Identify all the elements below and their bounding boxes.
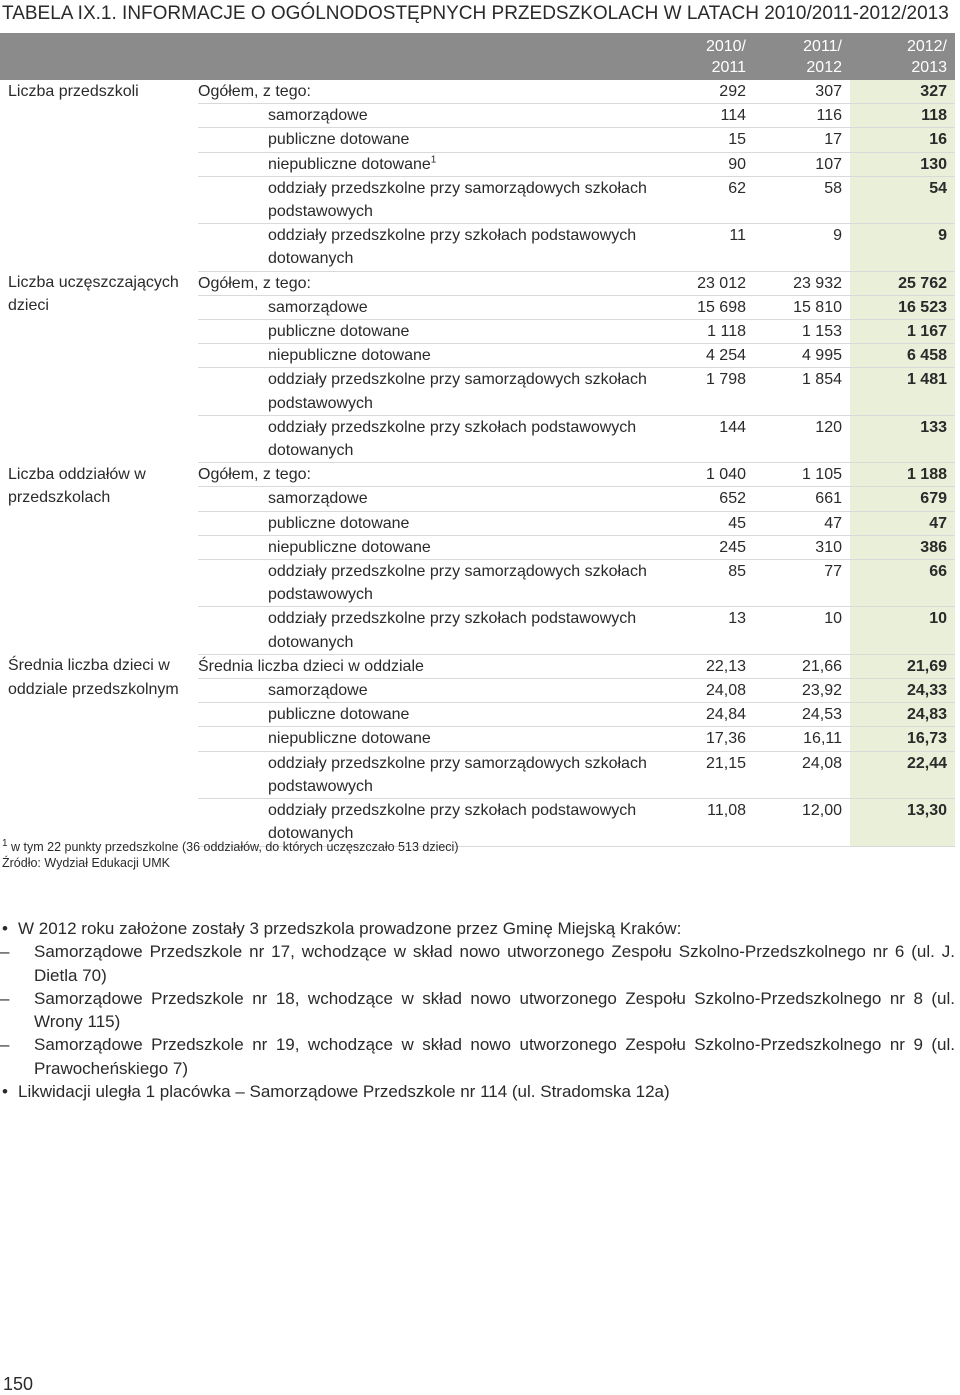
bullet-icon: • [2, 919, 8, 938]
row-label [198, 654, 650, 678]
header-year-text: 2012/ 2013 [906, 38, 947, 76]
value-cell: 58 [754, 176, 850, 223]
value-cell-current: 66 [850, 560, 955, 607]
header-blank-group [0, 33, 198, 80]
row-label-text: niepubliczne dotowane [268, 347, 431, 365]
row-label [198, 415, 650, 462]
value-cell-current: 9 [850, 224, 955, 271]
row-label [198, 463, 650, 487]
header-year-current [850, 33, 955, 80]
bullet-subitem-text: Samorządowe Przedszkole nr 19, wchodzące w skład nowo utworzonego Zespołu Szkolno-Przedszkolnego nr 9 (ul. Prawocheńskiego 7) [34, 1035, 955, 1078]
value-cell-current: 130 [850, 152, 955, 176]
value-cell: 245 [650, 535, 754, 559]
value-cell: 85 [650, 560, 754, 607]
bullet-subitem [0, 987, 955, 1034]
row-label-text: niepubliczne dotowane [268, 538, 431, 556]
row-label [198, 368, 650, 415]
dash-icon: – [0, 988, 10, 1008]
value-cell: 1 153 [754, 320, 850, 344]
header-year [650, 33, 754, 80]
row-label-text: samorządowe [268, 298, 368, 316]
row-label-text: publiczne dotowane [268, 706, 410, 724]
page-number: 150 [3, 1374, 34, 1394]
row-label [198, 152, 650, 176]
row-label-text: niepubliczne dotowane [268, 155, 431, 173]
footnote-line [2, 839, 459, 855]
row-group-label: Liczba przedszkoli [8, 83, 139, 100]
value-cell: 16,11 [754, 727, 850, 751]
value-cell-current: 118 [850, 104, 955, 128]
row-label [198, 511, 650, 535]
header-row [0, 33, 955, 80]
row-label [198, 128, 650, 152]
value-cell-current: 133 [850, 415, 955, 462]
value-cell-current: 679 [850, 487, 955, 511]
row-label [198, 607, 650, 654]
value-cell: 4 254 [650, 344, 754, 368]
value-cell: 47 [754, 511, 850, 535]
header-year-text: 2011/ 2012 [803, 38, 842, 76]
bullet-subitem [0, 940, 955, 987]
row-label-text: niepubliczne dotowane [268, 730, 431, 748]
value-cell: 12,00 [754, 799, 850, 846]
value-cell-current: 6 458 [850, 344, 955, 368]
value-cell: 310 [754, 535, 850, 559]
row-label [198, 679, 650, 703]
value-cell: 661 [754, 487, 850, 511]
table-row [0, 271, 955, 295]
value-cell: 90 [650, 152, 754, 176]
header-year [754, 33, 850, 80]
bullet-icon: • [2, 1082, 8, 1102]
value-cell: 17 [754, 128, 850, 152]
value-cell: 21,15 [650, 751, 754, 798]
row-label-text: oddziały przedszkolne przy szkołach podstawowych dotowanych [268, 610, 637, 651]
row-label-text: oddziały przedszkolne przy samorządowych szkołach podstawowych [268, 563, 647, 604]
row-label-text: oddziały przedszkolne przy szkołach podstawowych dotowanych [268, 418, 637, 460]
value-cell: 9 [754, 224, 850, 271]
value-cell-current: 54 [850, 176, 955, 223]
value-cell: 24,53 [754, 703, 850, 727]
value-cell-current: 24,83 [850, 703, 955, 727]
row-label-text: publiczne dotowane [268, 323, 410, 341]
value-cell: 62 [650, 176, 754, 223]
value-cell: 107 [754, 152, 850, 176]
value-cell: 45 [650, 511, 754, 535]
dash-icon: – [0, 1035, 10, 1055]
value-cell: 21,66 [754, 654, 850, 678]
row-label [198, 320, 650, 344]
bullet-text: W 2012 roku założone zostały 3 przedszkola prowadzone przez Gminę Miejską Kraków: [18, 919, 682, 938]
value-cell: 24,08 [650, 679, 754, 703]
value-cell-current: 22,44 [850, 751, 955, 798]
row-label [198, 176, 650, 223]
value-cell: 114 [650, 104, 754, 128]
row-label [198, 535, 650, 559]
row-label [198, 224, 650, 271]
row-label [198, 703, 650, 727]
footnote-ref: 1 [430, 154, 437, 166]
value-cell-current: 1 167 [850, 320, 955, 344]
value-cell-current: 1 481 [850, 368, 955, 415]
value-cell: 292 [650, 80, 754, 104]
value-cell: 13 [650, 607, 754, 654]
dash-icon: – [0, 942, 10, 962]
value-cell: 1 854 [754, 368, 850, 415]
value-cell-current: 13,30 [850, 799, 955, 846]
value-cell-current: 25 762 [850, 271, 955, 295]
row-label [198, 487, 650, 511]
table-footnote [2, 839, 459, 871]
table-row [0, 654, 955, 678]
value-cell: 11 [650, 224, 754, 271]
value-cell: 24,84 [650, 703, 754, 727]
source-line: Źródło: Wydział Edukacji UMK [2, 856, 170, 870]
value-cell-current: 47 [850, 511, 955, 535]
value-cell-current: 327 [850, 80, 955, 104]
value-cell-current: 21,69 [850, 654, 955, 678]
row-label-text: Średnia liczba dzieci w oddziale [198, 657, 424, 675]
row-label-text: oddziały przedszkolne przy szkołach podstawowych dotowanych [268, 802, 637, 843]
value-cell-current: 24,33 [850, 679, 955, 703]
value-cell: 15 [650, 128, 754, 152]
value-cell: 77 [754, 560, 850, 607]
row-label-text: Ogółem, z tego: [198, 466, 311, 484]
table-title: TABELA IX.1. INFORMACJE O OGÓLNODOSTĘPNYCH PRZEDSZKOLACH W LATACH 2010/2011-2012/2013 [2, 3, 949, 24]
value-cell-current: 10 [850, 607, 955, 654]
value-cell: 22,13 [650, 654, 754, 678]
value-cell-current: 386 [850, 535, 955, 559]
value-cell: 120 [754, 415, 850, 462]
value-cell-current: 1 188 [850, 463, 955, 487]
value-cell: 23 012 [650, 271, 754, 295]
row-label-text: oddziały przedszkolne przy samorządowych szkołach podstawowych [268, 754, 647, 795]
row-label [198, 104, 650, 128]
row-label-text: Ogółem, z tego: [198, 274, 311, 292]
bullet-subitem [0, 1033, 955, 1080]
row-label-text: oddziały przedszkolne przy szkołach podstawowych dotowanych [268, 227, 637, 268]
value-cell: 11,08 [650, 799, 754, 846]
kindergarten-table [0, 33, 955, 847]
row-label [198, 560, 650, 607]
row-label-text: samorządowe [268, 490, 368, 508]
row-label [198, 751, 650, 798]
row-label [198, 271, 650, 295]
row-label-text: Ogółem, z tego: [198, 83, 311, 100]
bullet-text: Likwidacji uległa 1 placówka – Samorządowe Przedszkole nr 114 (ul. Stradomska 12a) [18, 1082, 670, 1102]
bullet-item [0, 917, 955, 940]
value-cell: 4 995 [754, 344, 850, 368]
row-label [198, 295, 650, 319]
table-row [0, 80, 955, 104]
bullet-subitem-text: Samorządowe Przedszkole nr 18, wchodzące w skład nowo utworzonego Zespołu Szkolno-Przedszkolnego nr 8 (ul. Wrony 115) [34, 988, 955, 1032]
value-cell: 144 [650, 415, 754, 462]
footnote-marker: 1 [2, 837, 8, 849]
value-cell: 1 798 [650, 368, 754, 415]
value-cell: 1 040 [650, 463, 754, 487]
row-label-text: oddziały przedszkolne przy samorządowych szkołach podstawowych [268, 179, 647, 221]
bullet-subitem-text: Samorządowe Przedszkole nr 17, wchodzące w skład nowo utworzonego Zespołu Szkolno-Przedszkolnego nr 6 (ul. J. Dietla 70) [34, 942, 955, 985]
value-cell: 23 932 [754, 271, 850, 295]
row-label-text: samorządowe [268, 107, 368, 125]
row-label-text: oddziały przedszkolne przy samorządowych szkołach podstawowych [268, 371, 647, 412]
row-group-label: Średnia liczba dzieci w oddziale przedszkolnym [8, 657, 179, 698]
row-label-text: samorządowe [268, 682, 368, 700]
row-label-text: publiczne dotowane [268, 131, 410, 149]
value-cell: 1 105 [754, 463, 850, 487]
value-cell: 23,92 [754, 679, 850, 703]
notes-list [0, 917, 955, 1103]
table-row [0, 463, 955, 487]
value-cell-current: 16 523 [850, 295, 955, 319]
row-group-label: Liczba oddziałów w przedszkolach [8, 465, 146, 506]
value-cell: 15 810 [754, 295, 850, 319]
row-label-text: publiczne dotowane [268, 514, 410, 532]
row-label [198, 80, 650, 104]
row-label [198, 344, 650, 368]
header-year-text: 2010/ 2011 [705, 38, 746, 76]
header-blank-label [198, 33, 650, 80]
value-cell: 307 [754, 80, 850, 104]
value-cell: 10 [754, 607, 850, 654]
value-cell: 24,08 [754, 751, 850, 798]
bullet-item [0, 1080, 955, 1103]
row-group-label: Liczba uczęszczających dzieci [8, 274, 179, 315]
footnote-text: w tym 22 punkty przedszkolne (36 oddziałów, do których uczęszczało 513 dzieci) [11, 840, 459, 854]
row-label [198, 727, 650, 751]
value-cell: 652 [650, 487, 754, 511]
value-cell-current: 16,73 [850, 727, 955, 751]
value-cell-current: 16 [850, 128, 955, 152]
value-cell: 15 698 [650, 295, 754, 319]
value-cell: 1 118 [650, 320, 754, 344]
value-cell: 116 [754, 104, 850, 128]
value-cell: 17,36 [650, 727, 754, 751]
